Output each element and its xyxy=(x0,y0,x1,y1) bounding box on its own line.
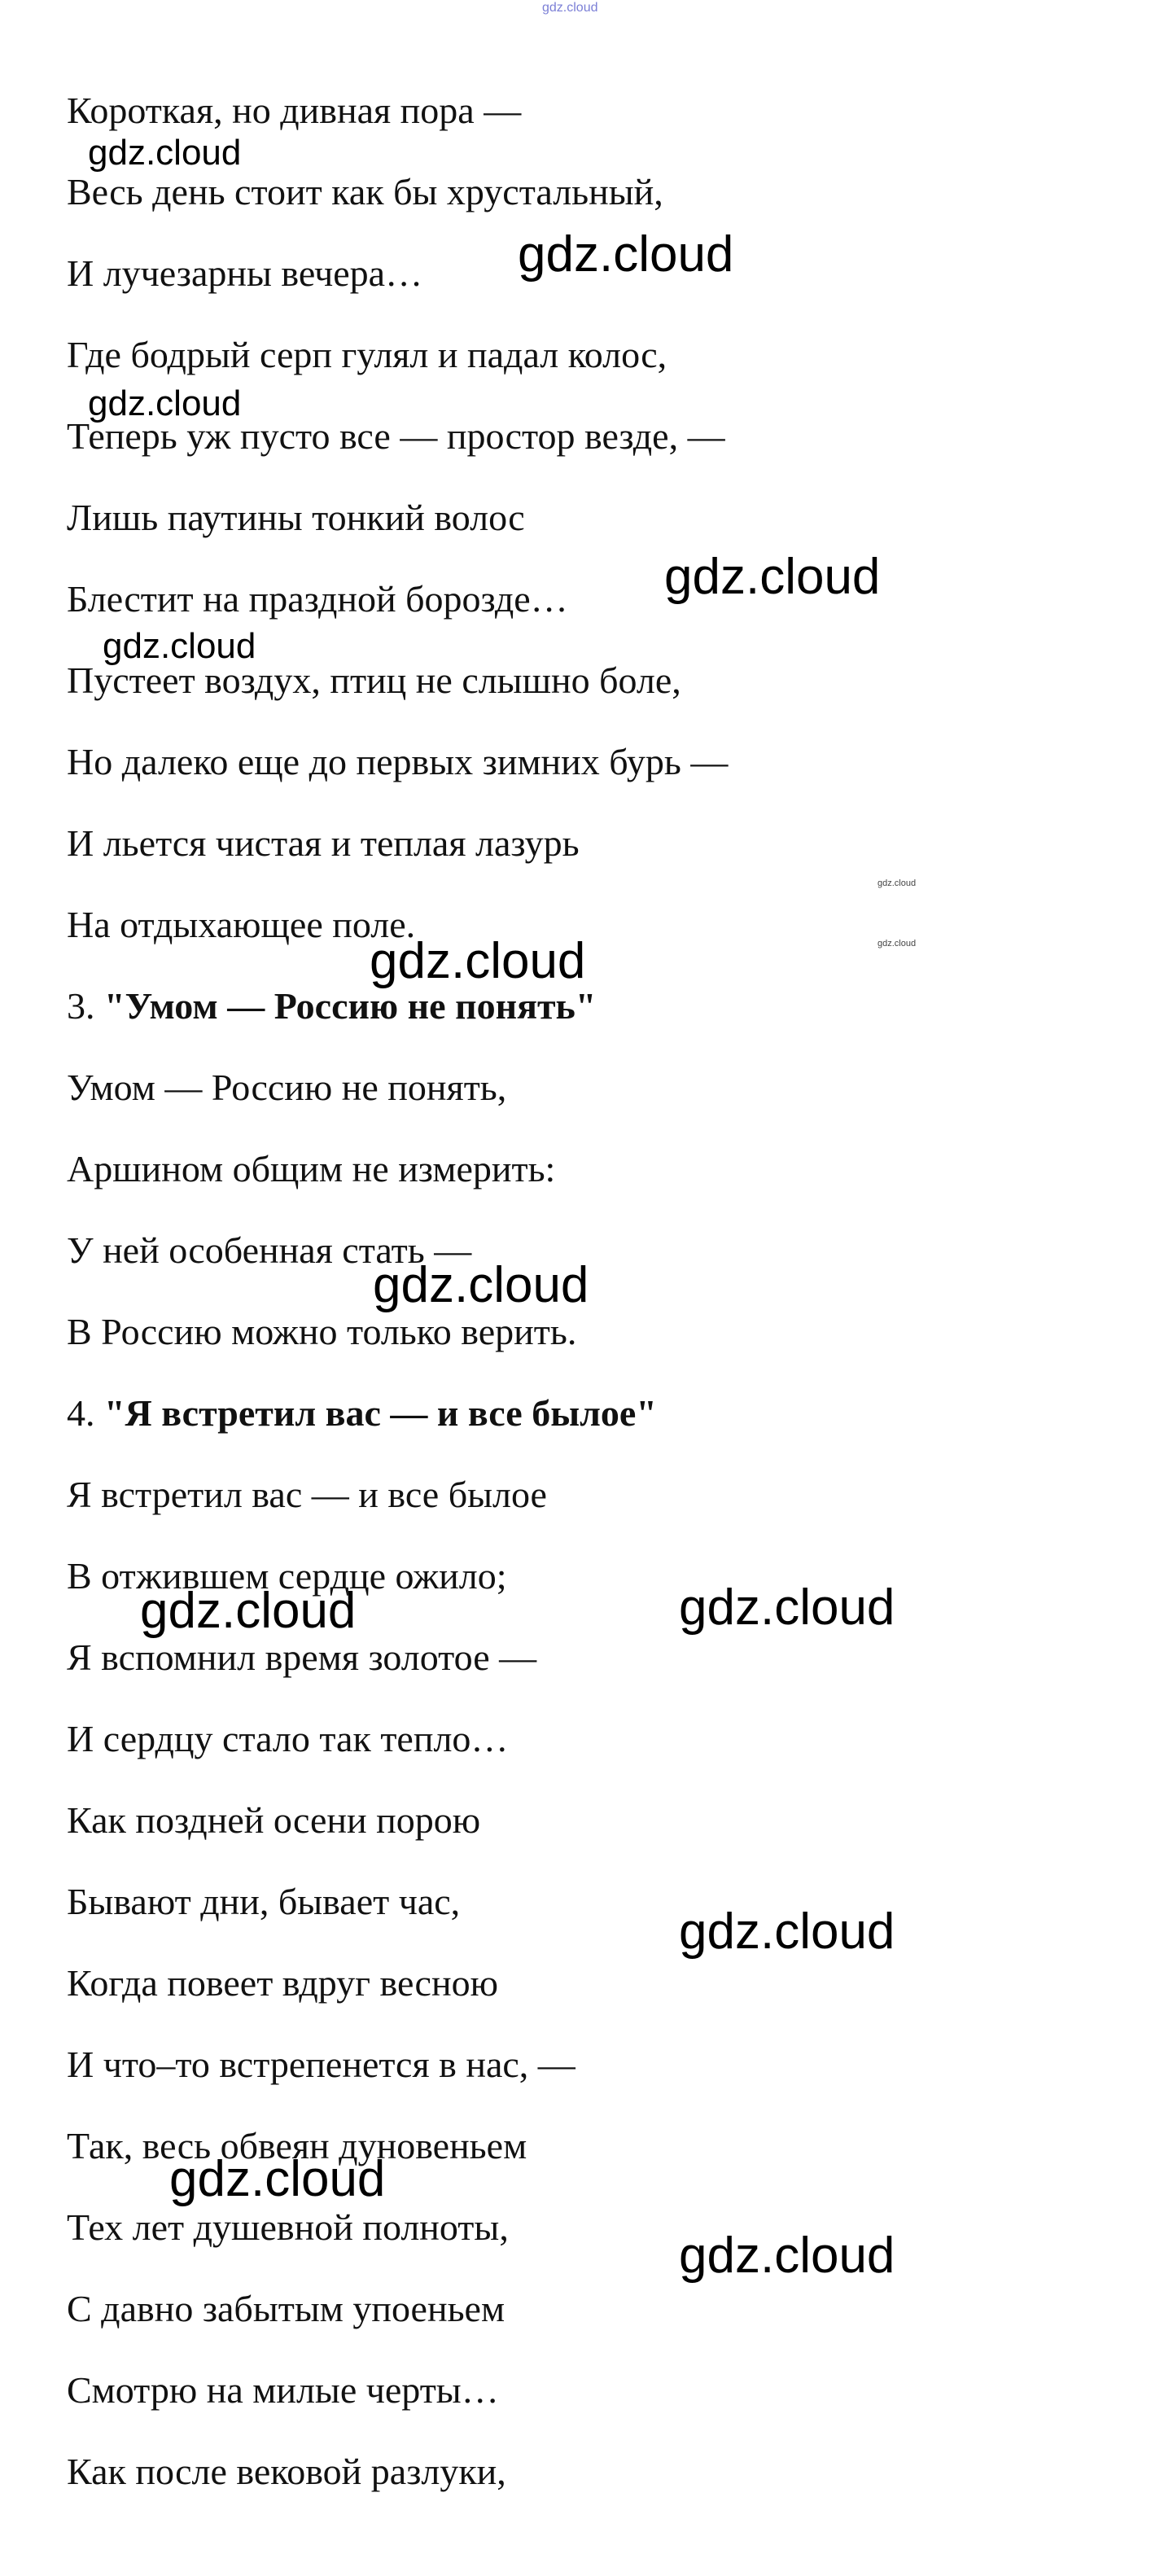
watermark: gdz.cloud xyxy=(88,133,242,173)
poem-line: Тех лет душевной полноты, xyxy=(67,2206,509,2248)
poem-line: С давно забытым упоеньем xyxy=(67,2288,505,2329)
poem-line: Пустеет воздух, птиц не слышно боле, xyxy=(67,659,681,701)
heading-number: 3. xyxy=(67,985,95,1027)
watermark: gdz.cloud xyxy=(542,1,598,15)
poem-line: Смотрю на милые черты… xyxy=(67,2369,499,2411)
poem-line: На отдыхающее поле. xyxy=(67,904,416,945)
poem-line: Как поздней осени порою xyxy=(67,1799,481,1841)
poem-line: Лишь паутины тонкий волос xyxy=(67,497,525,538)
watermark: gdz.cloud xyxy=(88,383,242,423)
section-heading xyxy=(67,984,596,1029)
poem-line: И сердцу стало так тепло… xyxy=(67,1718,509,1759)
watermark: gdz.cloud xyxy=(140,1583,357,1639)
watermark: gdz.cloud xyxy=(103,626,256,666)
poem-line: Когда повеет вдруг весною xyxy=(67,1962,498,2004)
watermark: gdz.cloud xyxy=(679,1904,895,1960)
poem-line: Я встретил вас — и все былое xyxy=(67,1474,547,1515)
heading-title: "Умом — Россию не понять" xyxy=(104,985,597,1027)
poem-line: Аршином общим не измерить: xyxy=(67,1148,556,1189)
poem-line: Теперь уж пусто все — простор везде, — xyxy=(67,415,725,457)
watermark: gdz.cloud xyxy=(373,1257,589,1313)
poem-line: Но далеко еще до первых зимних бурь — xyxy=(67,741,729,782)
poem-line: Блестит на праздной борозде… xyxy=(67,578,568,620)
watermark: gdz.cloud xyxy=(664,549,881,605)
poem-line: Весь день стоит как бы хрустальный, xyxy=(67,171,663,212)
poem-line: И что–то встрепенется в нас, — xyxy=(67,2044,576,2085)
heading-number: 4. xyxy=(67,1392,95,1434)
watermark: gdz.cloud xyxy=(679,2228,895,2284)
poem-line: Умом — Россию не понять, xyxy=(67,1067,507,1108)
poem-line: В Россию можно только верить. xyxy=(67,1311,577,1352)
poem-line: Где бодрый серп гулял и падал колос, xyxy=(67,334,667,375)
poem-line: Короткая, но дивная пора — xyxy=(67,90,522,131)
poem-line: Бывают дни, бывает час, xyxy=(67,1881,461,1922)
poem-line: В отжившем сердце ожило; xyxy=(67,1555,507,1597)
poem-line: У ней особенная стать — xyxy=(67,1229,472,1271)
poem-line: Так, весь обвеян дуновеньем xyxy=(67,2125,527,2166)
poem-line: И лучезарны вечера… xyxy=(67,252,423,294)
watermark: gdz.cloud xyxy=(679,1579,895,1636)
poem-line: Я вспомнил время золотое — xyxy=(67,1636,537,1678)
watermark: gdz.cloud xyxy=(169,2151,386,2207)
watermark: gdz.cloud xyxy=(877,878,917,888)
section-heading xyxy=(67,1391,657,1436)
watermark: gdz.cloud xyxy=(518,226,734,283)
watermark: gdz.cloud xyxy=(877,939,917,948)
heading-title: "Я встретил вас — и все былое" xyxy=(104,1392,657,1434)
poem-line: И льется чистая и теплая лазурь xyxy=(67,822,580,864)
watermark: gdz.cloud xyxy=(370,933,586,989)
poem-line: Как после вековой разлуки, xyxy=(67,2451,506,2492)
